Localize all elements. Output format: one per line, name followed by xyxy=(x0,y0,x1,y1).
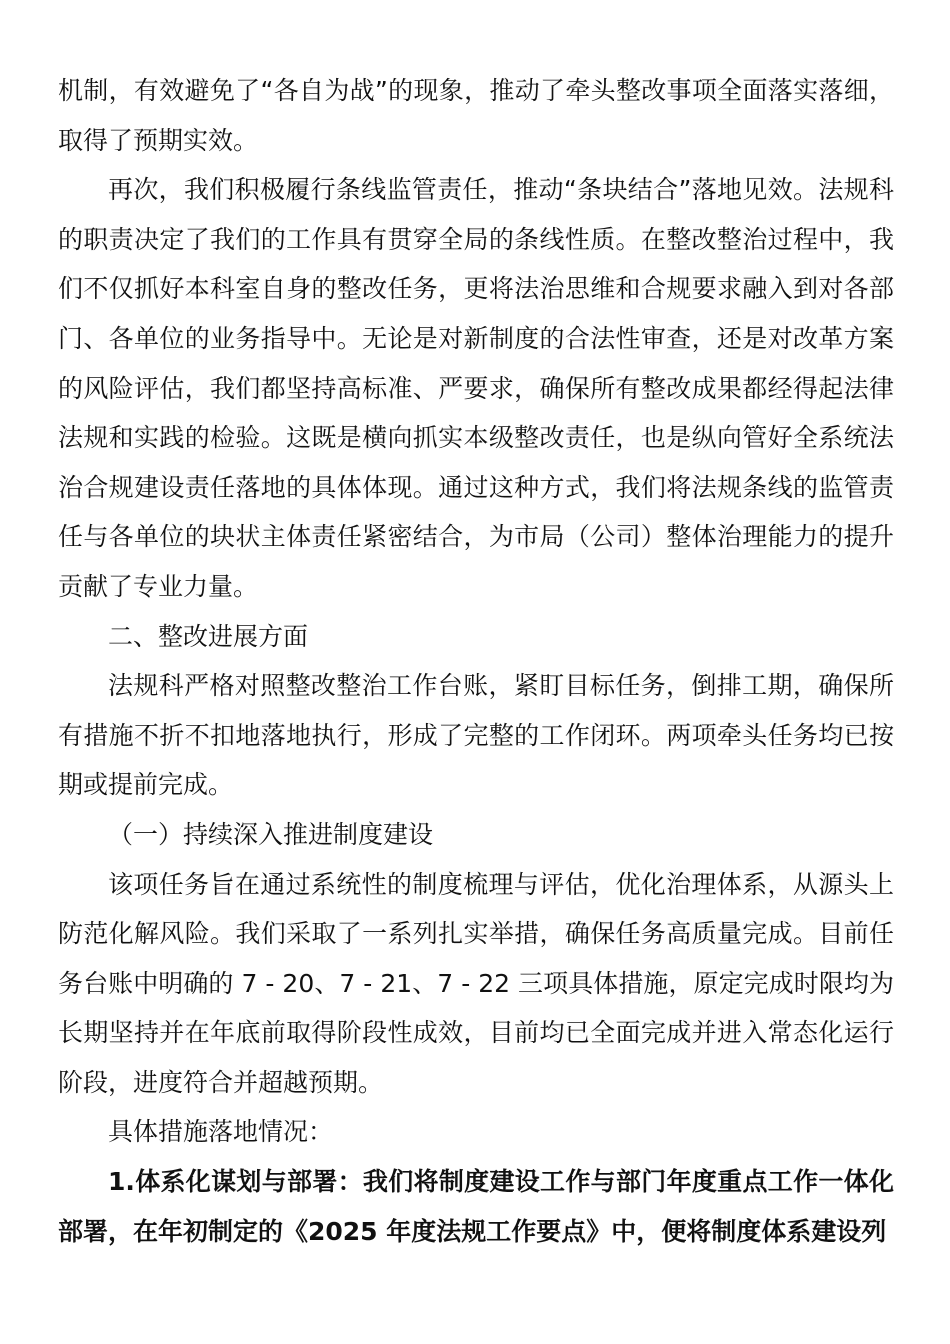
paragraph-continuation: 机制，有效避免了“各自为战”的现象，推动了牵头整改事项全面落实落细，取得了预期实效。 xyxy=(58,76,894,155)
paragraph-measure-1: 1.体系化谋划与部署：我们将制度建设工作与部门年度重点工作一体化部署，在年初制定的《2025 年度法规工作要点》中，便将制度体系建设列 xyxy=(58,1167,894,1246)
paragraph-measures-intro: 具体措施落地情况： xyxy=(108,1117,334,1147)
section-heading-progress: 二、整改进展方面 xyxy=(108,621,309,651)
paragraph-supervision: 再次，我们积极履行条线监管责任，推动“条块结合”落地见效。法规科的职责决定了我们的工作具有贯穿全局的条线性质。在整改整治过程中，我们不仅抓好本科室自身的整改任务，更将法治思维和合规要求融入到对各部门、各单位的业务指导中。无论是对新制度的合法性审查，还是对改革方案的风险评估，我们都坚持高标准、严要求，确保所有整改成果都经得起法律法规和实践的检验。这既是横向抓实本级整改责任，也是纵向管好全系统法治合规建设责任落地的具体体现。通过这种方式，我们将法规条线的监管责任与各单位的块状主体责任紧密结合，为市局（公司）整体治理能力的提升贡献了专业力量。 xyxy=(58,175,894,601)
document-body xyxy=(58,66,894,1256)
paragraph-system-building: 该项任务旨在通过系统性的制度梳理与评估，优化治理体系，从源头上防范化解风险。我们采取了一系列扎实举措，确保任务高质量完成。目前任务台账中明确的 7 - 20、7 - 21、7 - 22 三项具体措施，原定完成时限均为长期坚持并在年底前取得阶段性成效，目前均已全面完成并进入常态化运行阶段，进度符合并超越预期。 xyxy=(58,869,894,1097)
paragraph-progress: 法规科严格对照整改整治工作台账，紧盯目标任务，倒排工期，确保所有措施不折不扣地落地执行，形成了完整的工作闭环。两项牵头任务均已按期或提前完成。 xyxy=(58,671,894,800)
subsection-heading-system-building: （一）持续深入推进制度建设 xyxy=(108,819,434,849)
